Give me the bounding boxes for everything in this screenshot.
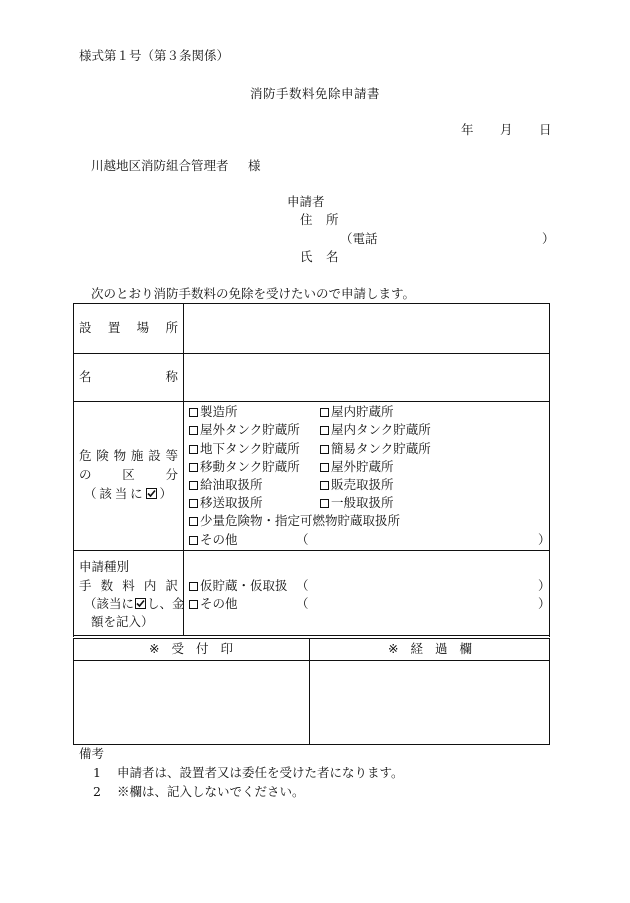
option-kan-i-tank[interactable]: 簡易タンク貯蔵所 <box>320 443 431 456</box>
location-char: 場 <box>136 320 150 335</box>
checkbox-icon[interactable] <box>189 600 198 609</box>
category-char: 区 <box>122 467 135 482</box>
name-label-1: 氏 <box>300 249 313 264</box>
row-divider <box>73 353 550 354</box>
note-text: ※欄は、記入しないでください。 <box>117 784 305 799</box>
location-char: 設 <box>79 320 92 335</box>
notes-heading: 備考 <box>79 746 105 761</box>
location-input[interactable] <box>185 305 548 351</box>
facility-name-char: 称 <box>165 369 178 384</box>
option-isou[interactable]: 移送取扱所 <box>189 497 263 510</box>
row-divider <box>73 550 550 551</box>
fee-label-line4: 額を記入） <box>91 614 154 629</box>
option-other[interactable]: その他 <box>189 534 238 547</box>
option-shouryou[interactable]: 少量危険物・指定可燃物貯蔵取扱所 <box>189 515 400 528</box>
row-divider <box>73 401 550 402</box>
checkbox-icon[interactable] <box>320 408 329 417</box>
progress-column-header: ※ 経 過 欄 <box>388 641 472 656</box>
option-ippan[interactable]: 一般取扱所 <box>320 497 394 510</box>
fee1-paren-open: （ <box>296 578 309 593</box>
category-char: 設 <box>148 448 161 463</box>
category-char: 当 <box>114 486 128 501</box>
fee-label-line1: 申請種別 <box>79 559 130 574</box>
date-day: 日 <box>539 122 552 137</box>
location-label <box>79 322 178 335</box>
fee-label-line2 <box>79 580 178 593</box>
checkbox-icon[interactable] <box>320 426 329 435</box>
phone-field[interactable] <box>385 231 540 247</box>
checkbox-icon[interactable] <box>320 499 329 508</box>
checked-box-icon <box>146 488 157 499</box>
date-month: 月 <box>500 122 513 137</box>
fee-char: 訳 <box>165 578 178 593</box>
other-detail-input[interactable] <box>310 532 535 547</box>
fee2-amount-input[interactable] <box>310 596 535 611</box>
address-label-2: 所 <box>326 212 339 227</box>
option-fee-other[interactable]: その他 <box>189 598 238 611</box>
checkbox-icon[interactable] <box>320 481 329 490</box>
checkbox-icon[interactable] <box>189 499 198 508</box>
note-text: 申請者は、設置者又は委任を受けた者になります。 <box>117 765 404 780</box>
note-number: 1 <box>93 765 101 780</box>
option-chika-tank[interactable]: 地下タンク貯蔵所 <box>189 443 300 456</box>
checkbox-icon[interactable] <box>189 463 198 472</box>
note-number: 2 <box>93 784 101 799</box>
option-okunai-chozousho[interactable]: 屋内貯蔵所 <box>320 406 394 419</box>
category-char: 危 <box>79 448 92 463</box>
checkbox-icon[interactable] <box>320 445 329 454</box>
category-char: 分 <box>165 467 178 482</box>
name-field[interactable] <box>345 249 550 265</box>
phone-close: ） <box>542 231 555 246</box>
form-number: 様式第１号（第３条関係） <box>79 48 230 63</box>
fee-label-line3: （該当に し、金 <box>84 596 185 611</box>
name-label-2: 名 <box>326 249 339 264</box>
checkbox-icon[interactable] <box>189 445 198 454</box>
office-use-column-divider <box>309 639 310 745</box>
addressee-name: 川越地区消防組合管理者 <box>91 158 229 173</box>
category-char: の <box>79 467 92 482</box>
checked-box-icon <box>135 598 146 609</box>
category-label-line2 <box>79 469 178 482</box>
option-okugai-chozousho[interactable]: 屋外貯蔵所 <box>320 461 394 474</box>
progress-area <box>311 662 548 743</box>
fee1-paren-close: ） <box>538 578 551 593</box>
fee-char: 内 <box>143 578 157 593</box>
category-char: に <box>130 486 143 501</box>
other-paren-open: （ <box>296 532 309 547</box>
fee-char: 料 <box>122 578 135 593</box>
office-use-header-divider <box>73 660 550 661</box>
fee-char: 数 <box>100 578 114 593</box>
option-hanbai[interactable]: 販売取扱所 <box>320 479 394 492</box>
fee1-amount-input[interactable] <box>310 578 535 593</box>
facility-name-label <box>79 371 178 384</box>
option-okunai-tank[interactable]: 屋内タンク貯蔵所 <box>320 424 431 437</box>
category-char: （ <box>84 486 97 501</box>
category-label-line3 <box>84 488 172 501</box>
option-kyuyu[interactable]: 給油取扱所 <box>189 479 263 492</box>
fee2-paren-close: ） <box>538 596 551 611</box>
checkbox-icon[interactable] <box>189 536 198 545</box>
option-idou-tank[interactable]: 移動タンク貯蔵所 <box>189 461 300 474</box>
category-char: 物 <box>113 448 127 463</box>
option-okugai-tank[interactable]: 屋外タンク貯蔵所 <box>189 424 300 437</box>
option-seizousho[interactable]: 製造所 <box>189 406 238 419</box>
address-field[interactable] <box>345 212 550 228</box>
fee-char: 手 <box>79 578 92 593</box>
category-char: 険 <box>96 448 109 463</box>
phone-open: （電話 <box>340 231 378 246</box>
fee2-paren-open: （ <box>296 596 309 611</box>
address-label-1: 住 <box>300 212 313 227</box>
checkbox-icon[interactable] <box>189 481 198 490</box>
other-paren-close: ） <box>538 532 551 547</box>
checkbox-icon[interactable] <box>189 582 198 591</box>
reception-stamp-area <box>75 662 307 743</box>
date-year: 年 <box>461 122 474 137</box>
option-karichozo[interactable]: 仮貯蔵・仮取扱 <box>189 580 288 593</box>
location-char: 所 <box>165 320 178 335</box>
reception-stamp-header: ※ 受 付 印 <box>149 641 233 656</box>
location-char: 置 <box>107 320 121 335</box>
checkbox-icon[interactable] <box>189 517 198 526</box>
checkbox-icon[interactable] <box>320 463 329 472</box>
applicant-label: 申請者 <box>287 194 325 209</box>
checkbox-icon[interactable] <box>189 426 198 435</box>
facility-name-char: 名 <box>79 369 92 384</box>
category-char: ） <box>159 486 172 501</box>
category-label-line1 <box>79 450 178 463</box>
intro-text: 次のとおり消防手数料の免除を受けたいので申請します。 <box>91 286 416 301</box>
category-char: 等 <box>165 448 178 463</box>
facility-name-input[interactable] <box>185 355 548 399</box>
category-char: 該 <box>99 486 112 501</box>
addressee-honorific: 様 <box>248 158 261 173</box>
category-char: 施 <box>130 448 144 463</box>
document-title: 消防手数料免除申請書 <box>250 86 381 101</box>
checkbox-icon[interactable] <box>189 408 198 417</box>
